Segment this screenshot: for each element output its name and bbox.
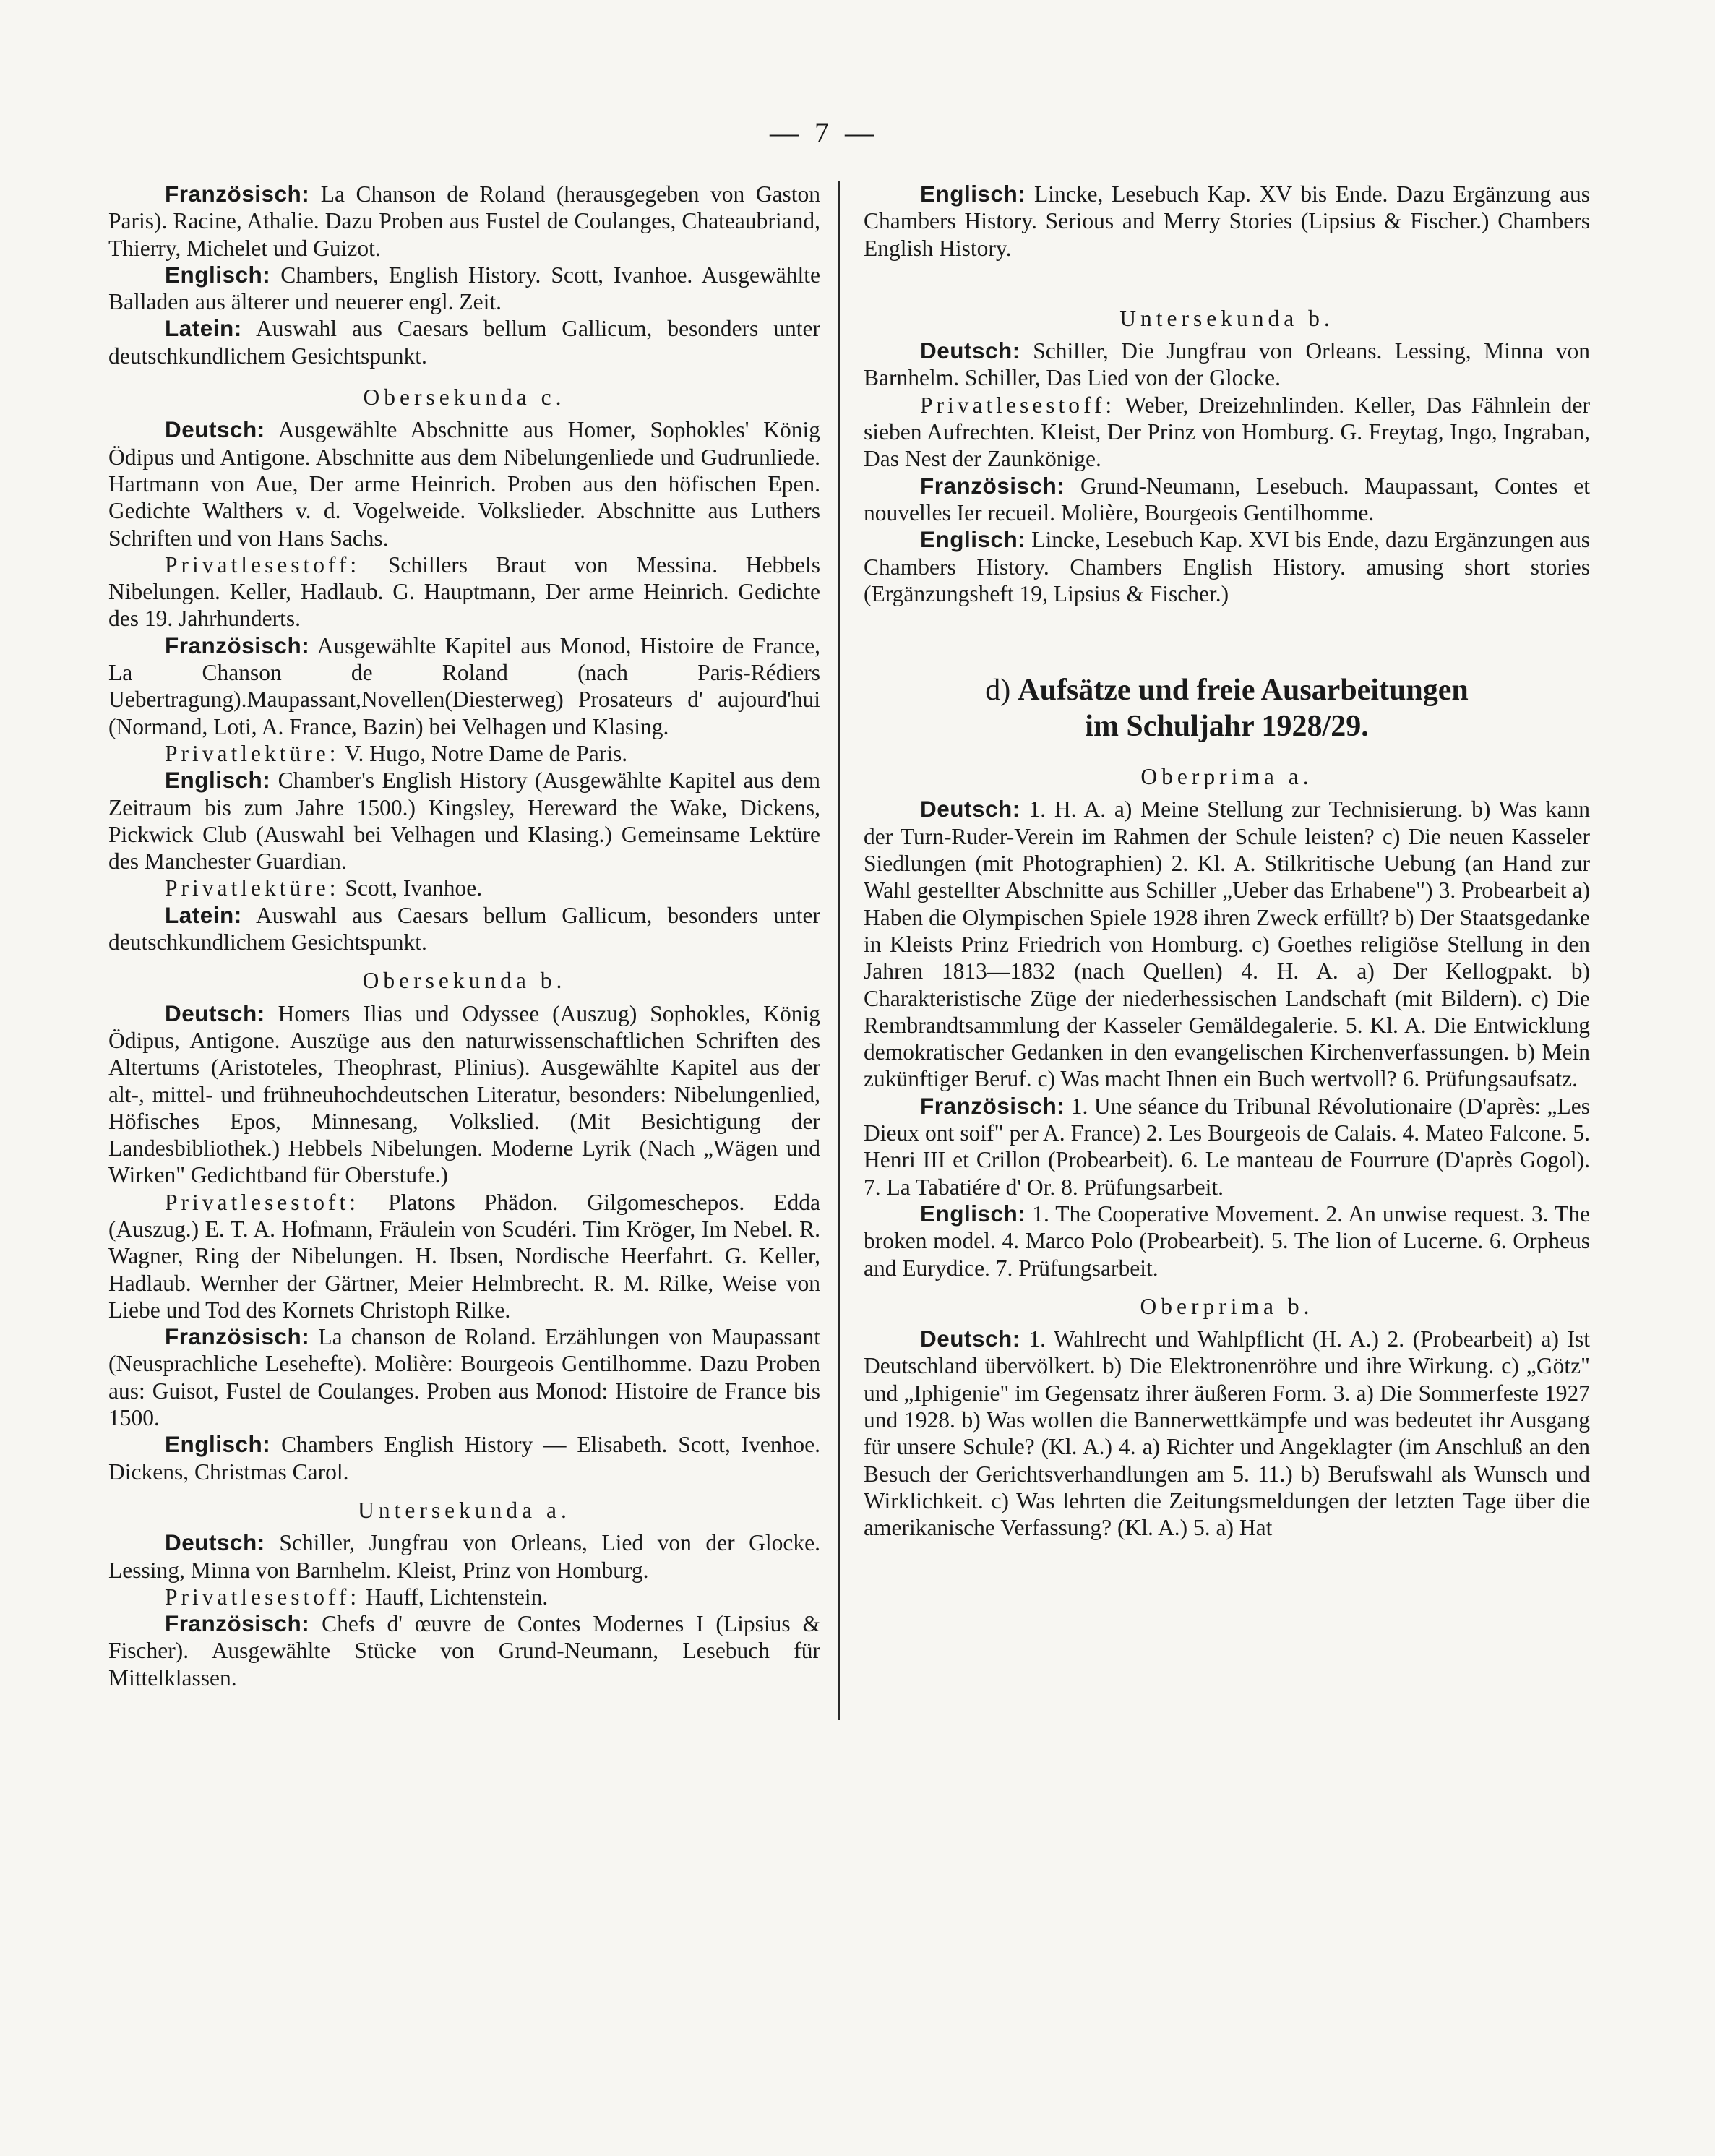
entry-text: Chamber's English History (Ausgewählte Kapitel aus dem Zeitraum bis zum Jahre 1500.) Kingsley, Hereward the Wake, Dickens, Pickwick Club (Auswahl bei Velhagen und Klasing.) Gemeinsame Lektüre des Manchester Guardian. — [108, 768, 820, 875]
entry-text: Grund-Neumann, Lesebuch. Maupassant, Contes et nouvelles Ier recueil. Molière, Bourgeois Gentilhomme. — [864, 473, 1591, 525]
column-divider — [838, 181, 840, 1720]
subject-label: Englisch: — [920, 526, 1026, 553]
entry-text: Ausgewählte Kapitel aus Monod, Histoire de France, La Chanson de Roland (nach Paris-Rédiers Uebertragung).Maupassant,Novellen(Diesterweg) Prosateurs d' aujourd'hui (Normand, Loti, A. France, Bazin) bei Velhagen und Klasing. — [108, 632, 820, 739]
subject-label: Französisch: — [920, 1092, 1065, 1119]
subject-label: Deutsch: — [165, 416, 265, 443]
entry-text: Weber, Dreizehnlinden. Keller, Das Fähnlein der sieben Aufrechten. Kleist, Der Prinz von Homburg. G. Freytag, Ingo, Ingraban, Das Nest der Zaunkönige. — [864, 392, 1590, 472]
entry-paragraph — [864, 338, 1590, 392]
entry-paragraph — [108, 1431, 820, 1485]
subject-label: Französisch: — [920, 472, 1065, 499]
right-column — [864, 181, 1590, 1541]
entry-paragraph — [108, 315, 820, 369]
subject-label: Englisch: — [165, 767, 271, 794]
entry-text: Scott, Ivanhoe. — [345, 875, 483, 901]
reading-label: Privatlesestoft: — [165, 1189, 359, 1215]
entry-text: Auswahl aus Caesars bellum Gallicum, besonders unter deutschkundlichem Gesichtspunkt. — [108, 316, 820, 369]
entry-paragraph — [108, 1323, 820, 1431]
class-heading: Untersekunda a. — [358, 1497, 571, 1523]
section-title-line1: Aufsätze und freie Ausarbeitungen — [1018, 674, 1469, 708]
entry-text: Schillers Braut von Messina. Hebbels Nibelungen. Keller, Hadlaub. G. Hauptmann, Der arme Heinrich. Gedichte des 19. Jahrhunderts. — [108, 551, 821, 632]
entry-text: Homers Ilias und Odyssee (Auszug) Sophokles, König Ödipus, Antigone. Auszüge aus den naturwissenschaftlichen Schriften des Altertums (Aristoteles, Theophrast, Plinius). Ausgewählte Kapitel aus der alt-, mittel- und frühneuhochdeutschen Literatur, besonders: Nibelungenlied, Höfisches Epos, Minnesang, Volkslied. (Mit Besichtigung der Landesbibliothek.) Hebbels Nibelungen. Moderne Lyrik (Nach „Wägen und Wirken" Gedichtband für Oberstufe.) — [108, 1000, 821, 1188]
entry-paragraph — [864, 526, 1590, 607]
entry-text: Schiller, Jungfrau von Orleans, Lied von der Glocke. Lessing, Minna von Barnhelm. Kleist, Prinz von Homburg. — [108, 1530, 821, 1583]
class-heading: Oberprima b. — [1140, 1293, 1314, 1319]
entry-paragraph — [108, 262, 820, 316]
entry-text: 1. Wahlrecht und Wahlpflicht (H. A.) 2. (Probearbeit) a) Ist Deutschland übervölkert. b) Die Elektronenröhre und ihre Wirkung. c) „Götz" und „Iphigenie" im Gegensatz ihrer äußeren Form. 3. a) Die Sommerfeste 1927 und 1928. b) Was wollen die Bannerwettkämpfe und was bedeutet ihr Ausgang für unsere Schule? (Kl. A.) 4. a) Richter und Angeklagter (im Anschluß an den Besuch der Gerichtsverhandlungen am 5. 11.) b) Berufswahl als Wunsch und Wirklichkeit. c) Was lehrten die Zeitungsmeldungen der letzten Tage über die amerikanische Verfassung? (Kl. A.) 5. a) Hat — [864, 1326, 1591, 1541]
subject-label: Englisch: — [920, 181, 1026, 207]
subject-label: Latein: — [165, 315, 242, 342]
reading-label: Privatlesestoff: — [165, 551, 361, 577]
subject-label: Französisch: — [165, 632, 310, 658]
entry-paragraph — [108, 902, 820, 956]
entry-text: Chambers, English History. Scott, Ivanhoe. Ausgewählte Balladen aus älterer und neuerer engl. Zeit. — [108, 262, 820, 315]
reading-label: Privatlektüre: — [165, 740, 340, 766]
entry-text: Lincke, Lesebuch Kap. XVI bis Ende, dazu Ergänzungen aus Chambers History. Chambers English History. amusing short stories (Ergänzungsheft 19, Lipsius & Fischer.) — [864, 527, 1591, 606]
section-title-line2: im Schuljahr 1928/29. — [1085, 710, 1369, 744]
subject-label: Deutsch: — [920, 796, 1020, 823]
left-column — [108, 181, 820, 1691]
entry-paragraph — [864, 1201, 1590, 1281]
entry-text: 1. H. A. a) Meine Stellung zur Technisierung. b) Was kann der Turn-Ruder-Verein im Rahmen der Schule leisten? c) Die neuen Kasseler Siedlungen (mit Photographien) 2. Kl. A. Stilkritische Uebung (an Hand zur Wahl gestellter Abschnitte aus Schiller „Ueber das Erhabene") 3. Probearbeit a) Haben die Olympischen Spiele 1928 ihren Zweck erfüllt? b) Der Staatsgedanke in Kleists Prinz Friedrich von Homburg. c) Goethes religiöse Stellung in den Jahren 1813—1832 (nach Quellen) 4. H. A. a) Der Kellogpakt. b) Charakteristische Züge der niederhessischen Landschaft (mit Bildern). c) Die Rembrandtsammlung der Kasseler Gemäldegalerie. 5. Kl. A. Die Entwicklung demokratischer Gedanken in den evangelischen Kirchenverfassungen. b) Mein zukünftiger Beruf. c) Was macht Ihnen ein Buch wertvoll? 6. Prüfungsaufsatz. — [864, 796, 1591, 1092]
entry-paragraph — [864, 796, 1590, 1092]
class-heading: Untersekunda b. — [1119, 305, 1334, 331]
class-heading: Oberprima a. — [1140, 764, 1313, 790]
entry-paragraph — [108, 551, 820, 632]
entry-text: 1. Une séance du Tribunal Révolutionaire (D'après: „Les Dieux ont soif" per A. France) 2. Les Bourgeois de Calais. 4. Mateo Falcone. 5. Henri III et Crillon (Probearbeit). 6. Le manteau de Fourrure (D'après Gogol). 7. La Tabatiére d' Or. 8. Prüfungsarbeit. — [864, 1093, 1590, 1200]
entry-text: Hauff, Lichtenstein. — [366, 1584, 549, 1610]
entry-paragraph — [108, 1189, 820, 1323]
entry-text: La Chanson de Roland (herausgegeben von Gaston Paris). Racine, Athalie. Dazu Proben aus Fustel de Coulanges, Chateaubriand, Thierry, Michelet und Guizot. — [108, 181, 820, 261]
entry-paragraph — [864, 1093, 1590, 1201]
subject-label: Französisch: — [165, 1323, 310, 1350]
entry-paragraph — [108, 1610, 820, 1691]
entry-text: Schiller, Die Jungfrau von Orleans. Lessing, Minna von Barnhelm. Schiller, Das Lied von der Glocke. — [864, 338, 1591, 391]
entry-paragraph — [108, 416, 820, 551]
entry-paragraph — [108, 1000, 820, 1189]
subject-label: Deutsch: — [920, 338, 1020, 364]
class-heading: Obersekunda b. — [362, 968, 567, 994]
section-heading — [864, 672, 1590, 744]
reading-label: Privatlektüre: — [165, 875, 340, 901]
entry-text: Auswahl aus Caesars bellum Gallicum, besonders unter deutschkundlichem Gesichtspunkt. — [108, 902, 820, 955]
entry-text: Lincke, Lesebuch Kap. XV bis Ende. Dazu Ergänzung aus Chambers History. Serious and Merry Stories (Lipsius & Fischer.) Chambers English History. — [864, 181, 1590, 261]
entry-paragraph — [108, 181, 820, 262]
subject-label: Englisch: — [165, 261, 271, 288]
entry-text: Ausgewählte Abschnitte aus Homer, Sophokles' König Ödipus und Antigone. Abschnitte aus dem Nibelungenliede und Gudrunliede. Hartmann von Aue, Der arme Heinrich. Proben aus den höfischen Epen. Gedichte Walthers v. d. Vogelweide. Volkslieder. Abschnitte aus Luthers Schriften und von Hans Sachs. — [108, 417, 821, 551]
class-heading: Obersekunda c. — [363, 385, 566, 411]
page-number: — 7 — — [770, 116, 878, 149]
subject-label: Französisch: — [165, 181, 310, 207]
entry-paragraph — [108, 875, 820, 901]
entry-paragraph — [864, 181, 1590, 262]
entry-text: Chefs d' œuvre de Contes Modernes I (Lipsius & Fischer). Ausgewählte Stücke von Grund-Neumann, Lesebuch für Mittelklassen. — [108, 1611, 820, 1691]
entry-paragraph — [108, 740, 820, 767]
subject-label: Deutsch: — [165, 1000, 265, 1026]
entry-paragraph — [108, 1584, 820, 1610]
entry-text: La chanson de Roland. Erzählungen von Maupassant (Neusprachliche Lesehefte). Molière: Bourgeois Gentilhomme. Dazu Proben aus: Guisot, Fustel de Coulanges. Proben aus Monod: Histoire de France bis 1500. — [108, 1324, 820, 1431]
entry-text: V. Hugo, Notre Dame de Paris. — [344, 740, 628, 766]
entry-paragraph — [108, 632, 820, 740]
subject-label: Englisch: — [165, 1431, 271, 1458]
subject-label: Französisch: — [165, 1610, 310, 1637]
subject-label: Deutsch: — [920, 1326, 1020, 1352]
entry-paragraph — [864, 392, 1590, 473]
entry-paragraph — [108, 1529, 820, 1584]
subject-label: Englisch: — [920, 1200, 1026, 1227]
entry-text: 1. The Cooperative Movement. 2. An unwise request. 3. The broken model. 4. Marco Polo (Probearbeit). 5. The lion of Lucerne. 6. Orpheus and Eurydice. 7. Prüfungsarbeit. — [864, 1201, 1590, 1281]
entry-text: Chambers English History — Elisabeth. Scott, Ivenhoe. Dickens, Christmas Carol. — [108, 1432, 821, 1485]
entry-text: Platons Phädon. Gilgomeschepos. Edda (Auszug.) E. T. A. Hofmann, Fräulein von Scudéri. Tim Kröger, Im Nebel. R. Wagner, Ring der Nibelungen. H. Ibsen, Nordische Heerfahrt. G. Keller, Hadlaub. Wernher der Gärtner, Meier Helmbrecht. R. M. Rilke, Weise von Liebe und Tod des Kornets Christoph Rilke. — [108, 1189, 820, 1323]
entry-paragraph — [108, 767, 820, 875]
subject-label: Deutsch: — [165, 1529, 265, 1556]
reading-label: Privatlesestoff: — [920, 392, 1116, 418]
entry-paragraph — [864, 473, 1590, 527]
subject-label: Latein: — [165, 901, 242, 928]
entry-paragraph — [864, 1326, 1590, 1541]
spacer — [864, 262, 1590, 291]
section-letter: d) — [985, 674, 1011, 708]
reading-label: Privatlesestoff: — [165, 1584, 361, 1610]
